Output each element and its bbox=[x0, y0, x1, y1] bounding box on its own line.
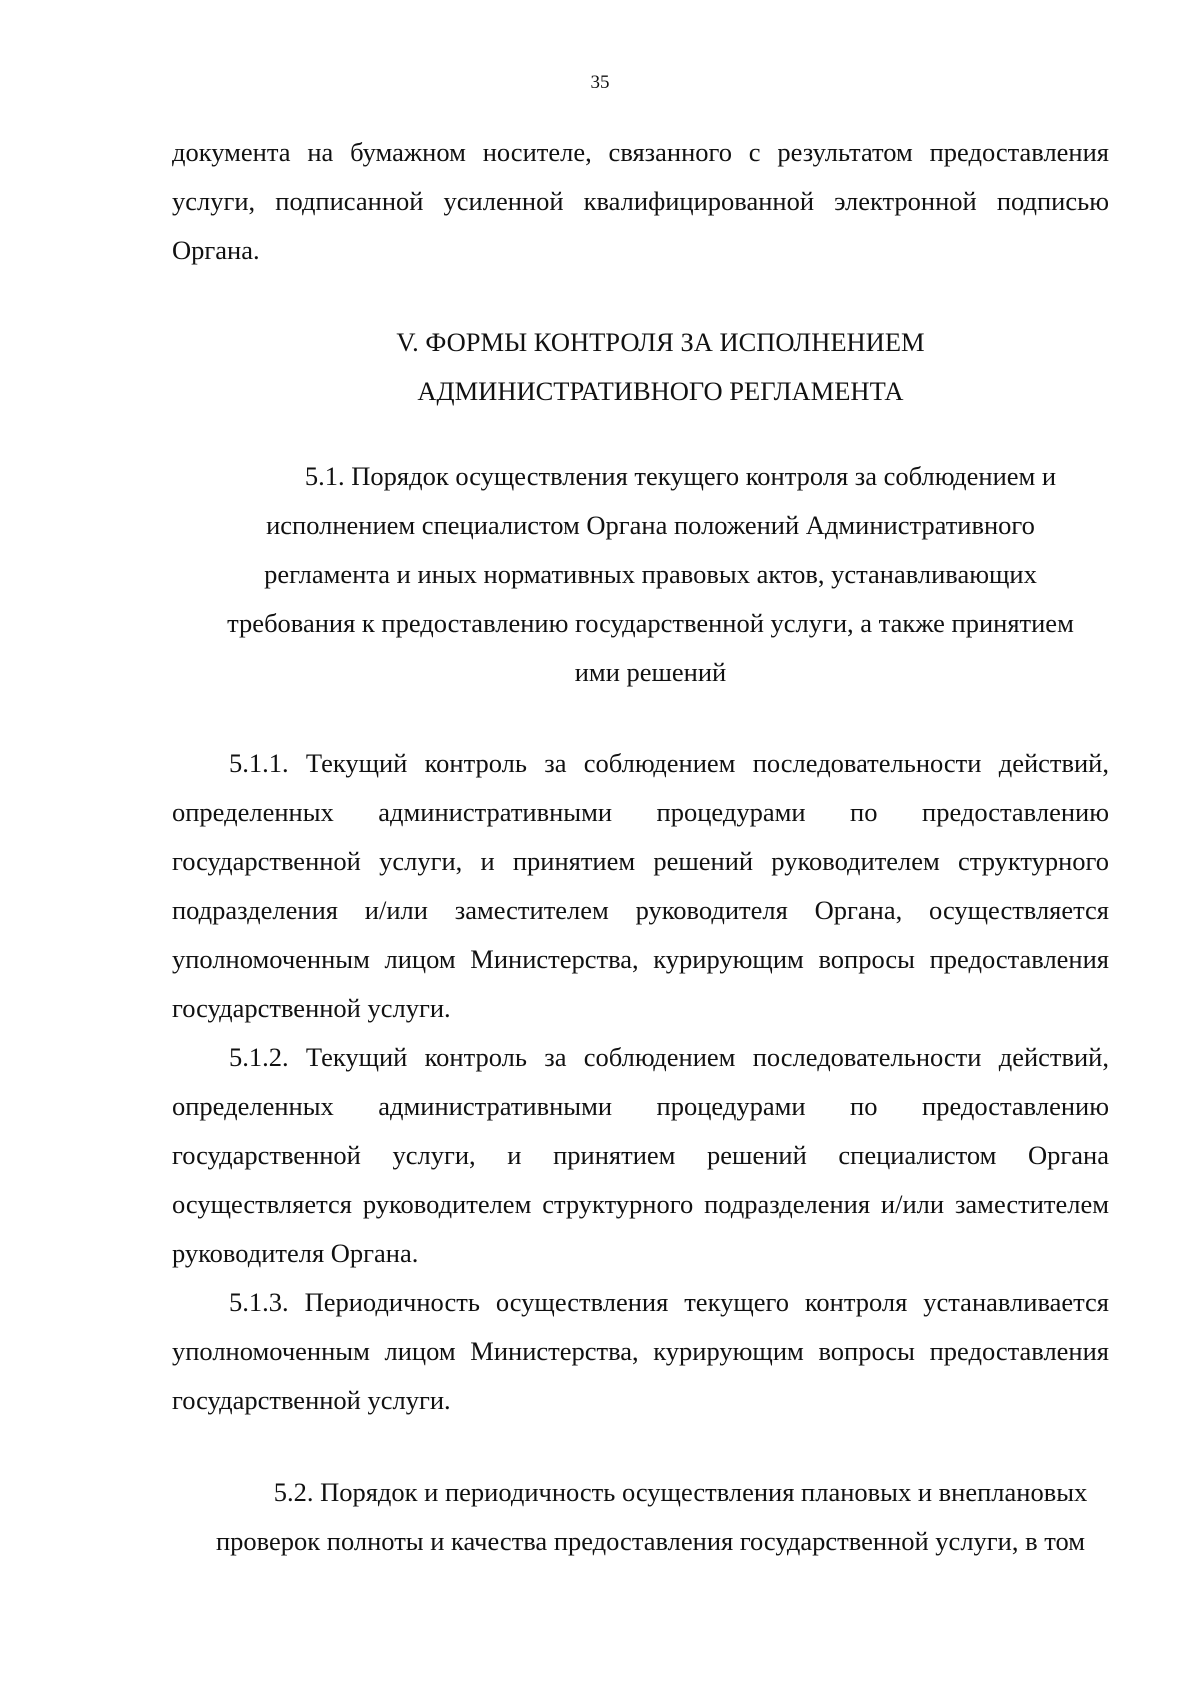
section-title bbox=[172, 318, 1109, 416]
intro-paragraph: документа на бумажном носителе, связанного с результатом предоставления услуги, подписанной усиленной квалифицированной электронной подписью Органа. bbox=[172, 137, 1109, 265]
subsection-5-1-line-5: ими решений bbox=[574, 657, 727, 687]
spacer bbox=[172, 697, 1109, 739]
subsection-title-5-2 bbox=[172, 1468, 1109, 1566]
spacer bbox=[172, 416, 1109, 452]
section-title-line-2: АДМИНИСТРАТИВНОГО РЕГЛАМЕНТА bbox=[417, 376, 904, 406]
subsection-5-2-line-1: 5.2. Порядок и периодичность осуществления плановых и внеплановых bbox=[273, 1477, 1088, 1507]
subsection-title-5-1 bbox=[172, 452, 1109, 697]
page-number: 35 bbox=[590, 72, 610, 93]
paragraph-5-1-3: 5.1.3. Периодичность осуществления текущего контроля устанавливается уполномоченным лицом Министерства, курирующим вопросы предоставления государственной услуги. bbox=[172, 1287, 1109, 1415]
subsection-5-1-line-4: требования к предоставлению государственной услуги, а также принятием bbox=[227, 608, 1074, 638]
paragraph-5-1-2: 5.1.2. Текущий контроль за соблюдением последовательности действий, определенных административными процедурами по предоставлению государственной услуги, и принятием решений специалистом Органа осуществляется руководителем структурного подразделения и/или заместителем руководителя Органа. bbox=[172, 1042, 1109, 1268]
spacer bbox=[172, 1425, 1109, 1468]
section-title-line-1: V. ФОРМЫ КОНТРОЛЯ ЗА ИСПОЛНЕНИЕМ bbox=[396, 327, 925, 357]
subsection-5-2-line-2: проверок полноты и качества предоставления государственной услуги, в том bbox=[216, 1526, 1085, 1556]
paragraph-5-1-1: 5.1.1. Текущий контроль за соблюдением последовательности действий, определенных административными процедурами по предоставлению государственной услуги, и принятием решений руководителем структурного подразделения и/или заместителем руководителя Органа, осуществляется уполномоченным лицом Министерства, курирующим вопросы предоставления государственной услуги. bbox=[172, 748, 1109, 1023]
document-body bbox=[172, 128, 1109, 1566]
subsection-5-1-line-2: исполнением специалистом Органа положений Административного bbox=[266, 510, 1035, 540]
subsection-5-1-line-1: 5.1. Порядок осуществления текущего контроля за соблюдением и bbox=[304, 461, 1057, 491]
spacer bbox=[172, 275, 1109, 318]
subsection-5-1-line-3: регламента и иных нормативных правовых актов, устанавливающих bbox=[264, 559, 1037, 589]
